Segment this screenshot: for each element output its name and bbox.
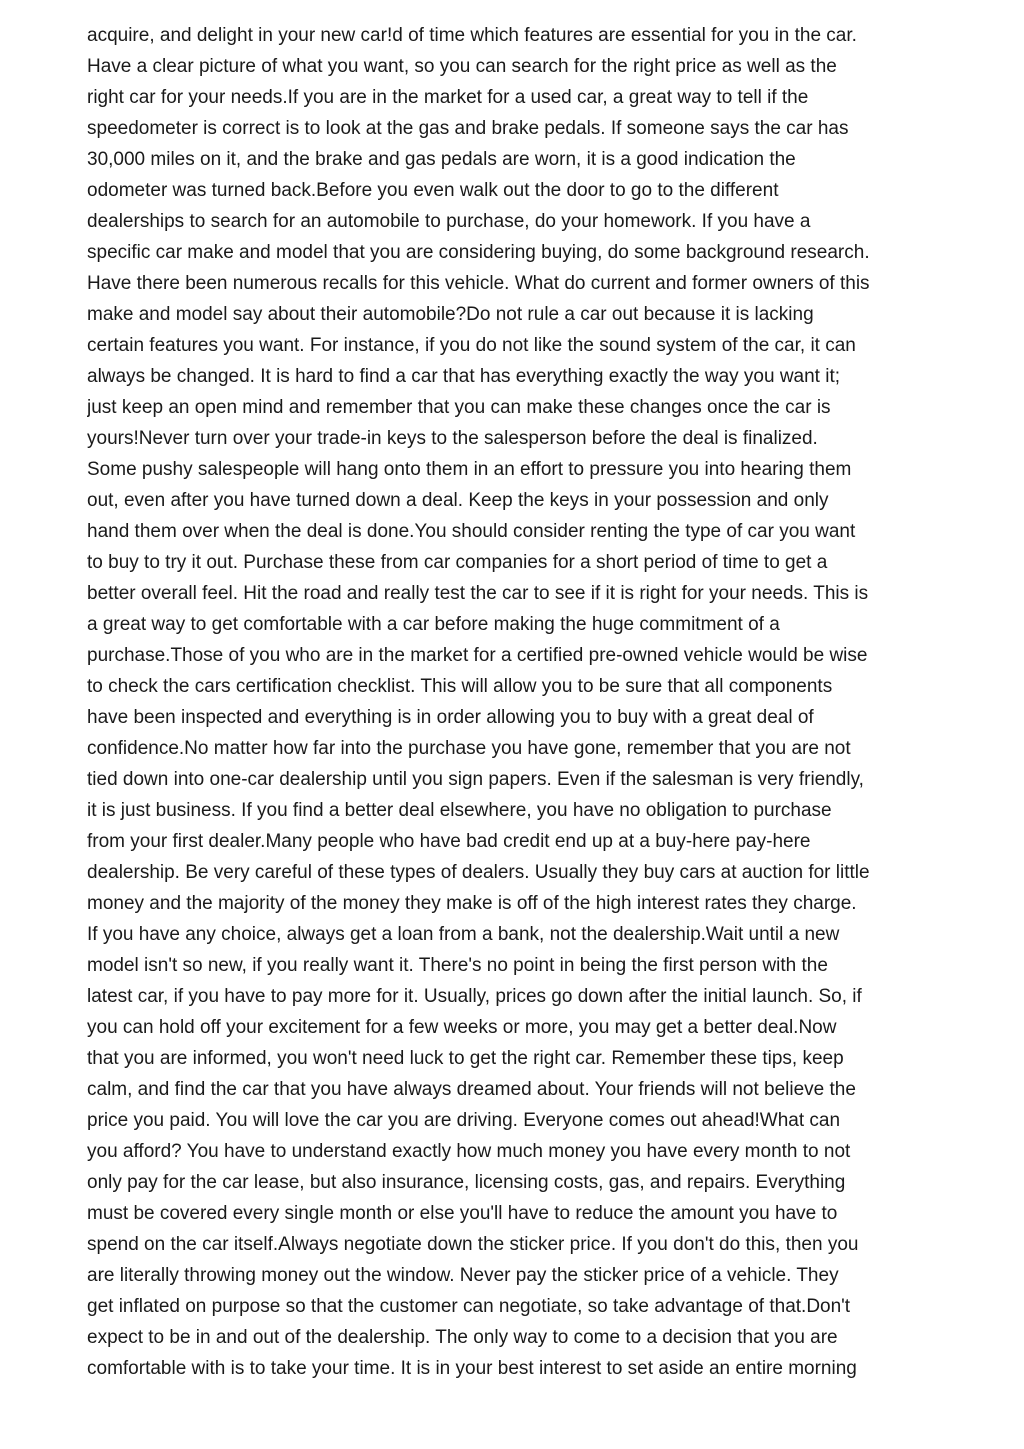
document-page [87, 20, 957, 1440]
body-text: acquire, and delight in your new car!d of time which features are essential for you in the car. Have a clear picture of what you want, so you can search for the right price as well as the right car for your needs.If you are in the market for a used car, a great way to tell if the speedometer is correct is to look at the gas and brake pedals. If someone says the car has 30,000 miles on it, and the brake and gas pedals are worn, it is a good indication the odometer was turned back.Before you even walk out the door to go to the different dealerships to search for an automobile to purchase, do your homework. If you have a specific car make and model that you are considering buying, do some background research. Have there been numerous recalls for this vehicle. What do current and former owners of this make and model say about their automobile?Do not rule a car out because it is lacking certain features you want. For instance, if you do not like the sound system of the car, it can always be changed. It is hard to find a car that has everything exactly the way you want it; just keep an open mind and remember that you can make these changes once the car is yours!Never turn over your trade-in keys to the salesperson before the deal is finalized. Some pushy salespeople will hang onto them in an effort to pressure you into hearing them out, even after you have turned down a deal. Keep the keys in your possession and only hand them over when the deal is done.You should consider renting the type of car you want to buy to try it out. Purchase these from car companies for a short period of time to get a better overall feel. Hit the road and really test the car to see if it is right for your needs. This is a great way to get comfortable with a car before making the huge commitment of a purchase.Those of you who are in the market for a certified pre-owned vehicle would be wise to check the cars certification checklist. This will allow you to be sure that all components have been inspected and everything is in order allowing you to buy with a great deal of confidence.No matter how far into the purchase you have gone, remember that you are not tied down into one-car dealership until you sign papers. Even if the salesman is very friendly, it is just business. If you find a better deal elsewhere, you have no obligation to purchase from your first dealer.Many people who have bad credit end up at a buy-here pay-here dealership. Be very careful of these types of dealers. Usually they buy cars at auction for little money and the majority of the money they make is off of the high interest rates they charge. If you have any choice, always get a loan from a bank, not the dealership.Wait until a new model isn't so new, if you really want it. There's no point in being the first person with the latest car, if you have to pay more for it. Usually, prices go down after the initial launch. So, if you can hold off your excitement for a few weeks or more, you may get a better deal.Now that you are informed, you won't need luck to get the right car. Remember these tips, keep calm, and find the car that you have always dreamed about. Your friends will not believe the price you paid. You will love the car you are driving. Everyone comes out ahead!What can you afford? You have to understand exactly how much money you have every month to not only pay for the car lease, but also insurance, licensing costs, gas, and repairs. Everything must be covered every single month or else you'll have to reduce the amount you have to spend on the car itself.Always negotiate down the sticker price. If you don't do this, then you are literally throwing money out the window. Never pay the sticker price of a vehicle. They get inflated on purpose so that the customer can negotiate, so take advantage of that.Don't expect to be in and out of the dealership. The only way to come to a decision that you are comfortable with is to take your time. It is in your best interest to set aside an entire morning [87, 25, 870, 1379]
